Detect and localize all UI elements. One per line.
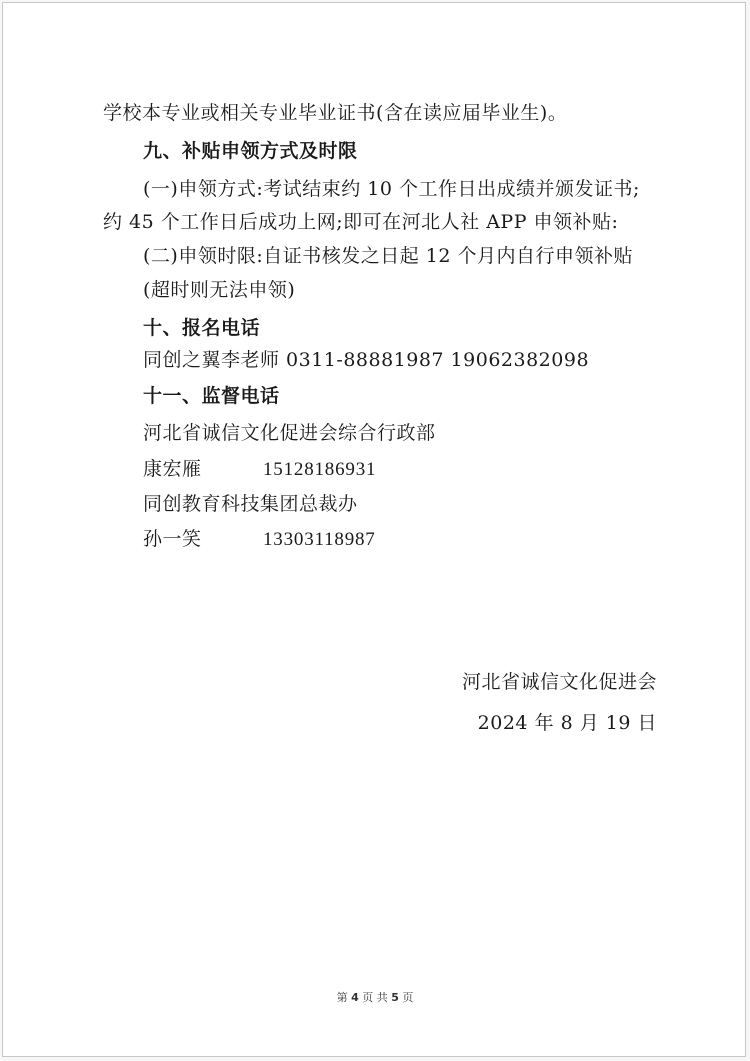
- contact-2-name: 孙一笑: [143, 528, 202, 550]
- footer-middle: 页 共: [362, 991, 388, 1004]
- section-9-paragraph-1-line-2: 约 45 个工作日后成功上网;即可在河北人社 APP 申领补贴:: [103, 211, 619, 233]
- signature-organization: 河北省诚信文化促进会: [461, 671, 657, 693]
- contact-1-name: 康宏雁: [143, 458, 202, 480]
- supervision-contact-1: [143, 457, 376, 482]
- contact-2-phone: 13303118987: [263, 529, 376, 550]
- section-9-paragraph-1-line-1: (一)申领方式:考试结束约 10 个工作日出成绩并颁发证书;: [143, 178, 640, 200]
- footer-suffix: 页: [402, 991, 414, 1004]
- page-footer: [3, 989, 747, 1005]
- registration-contact: 同创之翼李老师 0311-88881987 19062382098: [143, 349, 590, 371]
- signature-date: 2024 年 8 月 19 日: [477, 712, 657, 734]
- supervision-org-2: 同创教育科技集团总裁办: [143, 493, 358, 515]
- section-9-paragraph-2-line-1: (二)申领时限:自证书核发之日起 12 个月内自行申领补贴: [143, 245, 633, 267]
- body-line-1: 学校本专业或相关专业毕业证书(含在读应届毕业生)。: [103, 102, 568, 124]
- section-11-heading: 十一、监督电话: [143, 385, 280, 407]
- footer-total-pages: 5: [391, 991, 399, 1004]
- footer-current-page: 4: [351, 991, 359, 1004]
- section-9-heading: 九、补贴申领方式及时限: [143, 140, 358, 162]
- document-page: [2, 2, 746, 1057]
- section-10-heading: 十、报名电话: [143, 317, 261, 339]
- supervision-org-1: 河北省诚信文化促进会综合行政部: [143, 422, 436, 444]
- supervision-contact-2: [143, 527, 376, 552]
- footer-prefix: 第: [336, 991, 348, 1004]
- contact-1-phone: 15128186931: [263, 459, 377, 480]
- section-9-paragraph-2-line-2: (超时则无法申领): [143, 279, 296, 301]
